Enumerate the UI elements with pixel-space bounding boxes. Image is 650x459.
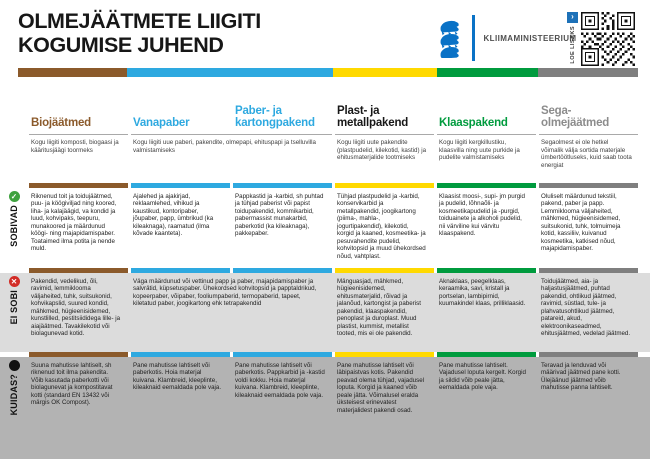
cell-kuidas-klaas: Pane mahutisse lahtiselt. Vajadusel loputa kergelt. Korgid ja sildid võib peale jätta, eemaldada pole vaja. [439, 362, 526, 392]
cell-kuidas-plastmetall: Pane mahutisse lahtiselt või läbipaistvas kotis. Pakendid peavad olema tühjad, vajadusel loputa. Korgid ja kaaned võib peale jätta. Võimalusel eralda üksteisest erinevatest materjalidest pakendi osad. [337, 362, 425, 414]
cell-kuidas-bio: Suuna mahutisse lahtiselt, sh riknenud toit ilma pakendita. Võib kasutada paberkotti või biolagunevat ja kompostitavat kotti (standard EN 13432 või märgis OK Compost). [31, 362, 113, 407]
cell-sobivad-klaas: Klaasist moosi-, supi- jm purgid ja pudelid, lõhnaõli- ja kosmeetikapudelid ja -purgid, toiduainete ja alkoholi pudelid, nii värviline kui värvitu klaaspakend. [439, 193, 525, 238]
cell-sobivad-sega: Oluliselt määrdunud tekstiil, pakend, paber ja papp. Lemmiklooma väljaheited, mähkmed, hügieenisidemed, suitsukonid, tuhk, tolmuimeja kotid, kassiliiv, kuivanud kosmeetika, katkised nõud, majapidamispaber. [541, 193, 621, 253]
bar-segment-plast [333, 68, 437, 77]
row-label-text: EI SOBI [9, 290, 19, 325]
column-header-bio: Biojäätmed [31, 116, 91, 129]
column-desc-bio: Kogu liigiti komposti, biogaasi ja kääritusjäägi toormeks [29, 134, 128, 183]
qr-code-icon [581, 12, 635, 66]
qr-arrow-icon: › [567, 12, 578, 23]
column-header-sega: Sega-olmejäätmed [541, 104, 610, 129]
column-header-plastmetall: Plast- ja metallpakend [337, 104, 409, 129]
bar-segment-bio [18, 68, 127, 77]
check-icon: ✓ [9, 191, 20, 202]
column-desc-sega: Segaolmest ei ole hetkel võimalik välja sortida materjale ümbertöötluseks, kuid saab toota energiat [539, 134, 638, 183]
qr-caption: LOE LISAKS [569, 26, 576, 64]
row-label-text: KUIDAS? [9, 374, 19, 416]
row-label-not-suitable [2, 273, 26, 352]
bar-segment-paper [127, 68, 333, 77]
cell-eisobi-plastmetall: Mänguasjad, mähkmed, hügieenisidemed, ehitusmaterjalid, rõivad ja jalanõud, kartongist ja paberist pakendid, klaaspakendid, penoplast ja duroplast. Muud plastist, kummist, metallist tooted, mis ei ole pakendid. [337, 278, 421, 338]
column-headers [0, 78, 650, 134]
row-suitable [0, 188, 650, 268]
column-desc-paper-shared: Kogu liigiti uue paberi, pakendite, olmepapi, ehituspapi ja tselluvilla valmistamiseks [131, 134, 332, 183]
label-spacer [2, 134, 26, 183]
cell-sobivad-plastmetall: Tühjad plastpudelid ja -karbid, konservikarbid ja metallpakendid, joogikartong (piima-, mahla-, jogurtipakendid), kilekotid, korgid ja kaaned, kosmeetika- ja pesuvahendite pudelid, kohvitopsid ja muud ühekordsed nõud, vahtplast. [337, 193, 426, 260]
page-title [18, 10, 261, 57]
bar-segment-sega [538, 68, 638, 77]
cell-eisobi-sega: Toidujäätmed, aia- ja haljastusjäätmed, puhtad pakendid, ohtlikud jäätmed, ravimid, süstlad, tule- ja plahvatusohtlikud jäätmed, patareid, akud, elektroonikaseadmed, ehitusjäätmed, vedelad jäätmed. [541, 278, 631, 338]
cell-eisobi-paper-shared: Väga määrdunud või vettinud papp ja paber, majapidamispaber ja salvrätid, küpsetuspaber. Ühekordsed kohvitopsid ja papptaldrikud, kopeerpaber, võipaber, fooliumpaberid, termopaberid, tapeet, kiletatud paber, joogikartong ehk tetrapakendid [133, 278, 317, 308]
cell-kuidas-vanapaber: Pane mahutisse lahtiselt või paberkotis. Hoia materjal kuivana. Klambreid, kleeplinte, kileaknaid eemaldada pole vaja. [133, 362, 222, 392]
title-line-2: KOGUMISE JUHEND [18, 32, 224, 57]
column-desc-klaas: Kogu liigiti kergkillustiku, klaasvilla ning uute purkide ja pudelite valmistamiseks [437, 134, 536, 183]
row-how [0, 357, 650, 459]
column-descriptions [0, 134, 650, 183]
logo-divider [472, 15, 475, 61]
column-desc-plastmetall: Kogu liigiti uute pakendite (plastpudelid, kilekotid, kastid) ja ehitusmaterjalide tootmiseks [335, 134, 434, 183]
row-not-suitable [0, 273, 650, 352]
header-color-bar [18, 68, 638, 77]
row-label-suitable [2, 188, 26, 268]
qr-block [566, 12, 635, 66]
cell-eisobi-klaas: Aknaklaas, peegelklaas, keraamika, savi, kristall ja portselan, lambipirnid, kuumakindel klaas, prilliklaasid. [439, 278, 526, 308]
cell-sobivad-paberpakend: Pappkastid ja -karbid, sh puhtad ja tühjad paberist või papist toidupakendid, kommikarbid, pabermassist munakarbid, paberkotid (ka kileaknaga), pakkepaber. [235, 193, 324, 238]
cell-sobivad-bio: Riknenud toit ja toidujäätmed, puu- ja köögiviljad ning koored, liha- ja kalajäägid, va kondid ja luud, kohvipaks, teepuru, munakoored ja määrdunud köögi- ning majapidamispaber. Toataimed ilma potita ja nende muld. [31, 193, 117, 253]
column-header-vanapaber: Vanapaber [133, 116, 190, 129]
column-header-paberpakend: Paber- ja kartongpakend [235, 104, 315, 129]
title-line-1: OLMEJÄÄTMETE LIIGITI [18, 9, 261, 33]
ministry-logo [437, 14, 576, 62]
ministry-name: KLIIMAMINISTEERIUM [483, 33, 577, 43]
cell-kuidas-paberpakend: Pane mahutisse lahtiselt või paberkotis. Pappkarbid ja -kastid voldi kokku. Hoia materjal kuivana. Klambreid, kleeplinte, kileaknaid eemaldada pole vaja. [235, 362, 325, 399]
bar-segment-klaas [437, 68, 538, 77]
row-label-text: SOBIVAD [9, 205, 19, 247]
column-header-klaas: Klaaspakend [439, 116, 508, 129]
cell-kuidas-sega: Teravad ja lenduvad või määrivad jäätmed pane kotti. Ülejäänud jäätmed võib mahutisse panna lahtiselt. [541, 362, 621, 392]
dot-icon [9, 360, 20, 371]
cell-sobivad-vanapaber: Ajalehed ja ajakirjad, reklaamlehed, vihikud ja kaustikud, kontoripaber, jõupaber, papp, ümbrikud (ka kileaknaga), raamatud (ilma kõvade kaanteta). [133, 193, 214, 238]
cell-eisobi-bio: Pakendid, vedelikud, õli, ravimid, lemmiklooma väljaheited, tuhk, suitsukonid, kohvikapslid, suured kondid, mähkmed, hügieenisidemed, kunstlilled, pestitsiididega lille- ja aiajäätmed. Tavakilekotid või biolagunevad kotid. [31, 278, 121, 338]
x-icon: ✕ [9, 276, 20, 287]
row-label-how [2, 357, 26, 459]
coat-of-arms-icon [437, 18, 465, 58]
